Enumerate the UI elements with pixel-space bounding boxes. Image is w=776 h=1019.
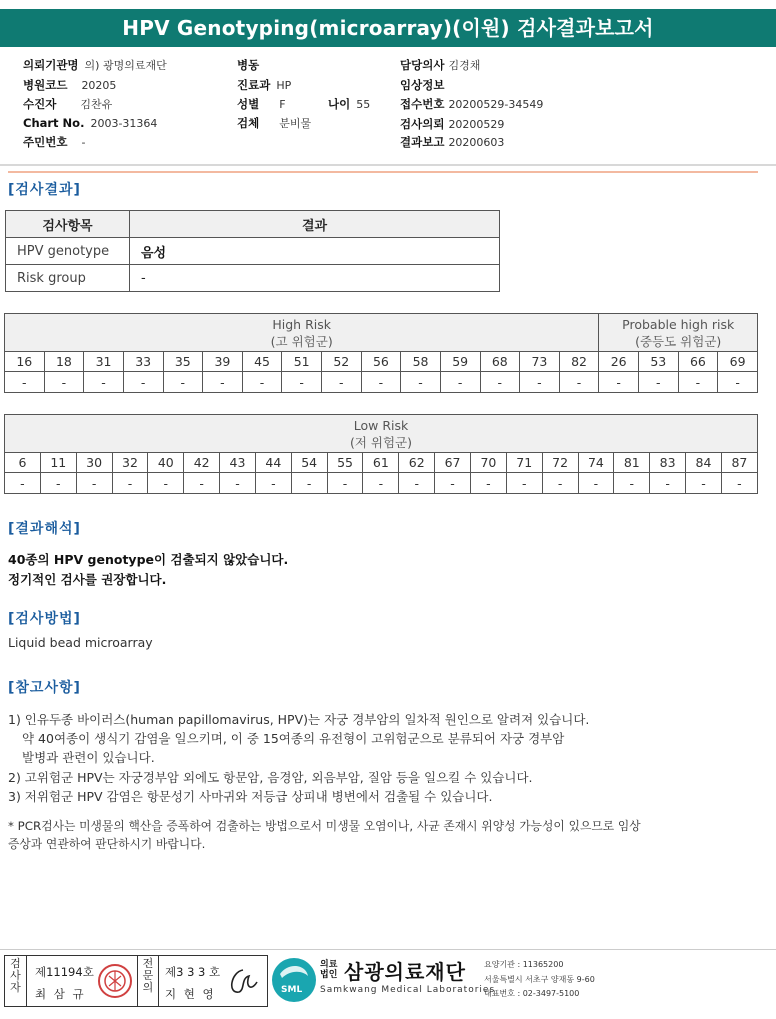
seal-icon bbox=[97, 962, 133, 1000]
hpv-type-cell: 74 bbox=[578, 453, 614, 473]
reference-line3: 발병과 관련이 있습니다. bbox=[22, 750, 155, 765]
hpv-type-cell: 6 bbox=[5, 453, 41, 473]
age-row: 나이 55 bbox=[328, 97, 371, 111]
table-row bbox=[6, 238, 500, 265]
requested-row: 검사의뢰 20200529 bbox=[400, 117, 505, 131]
hpv-type-cell: 35 bbox=[163, 352, 203, 372]
hpv-type-cell: 52 bbox=[322, 352, 362, 372]
hpv-type-cell: 39 bbox=[203, 352, 243, 372]
table-row bbox=[6, 265, 500, 292]
specimen-row: 검체 분비물 bbox=[237, 116, 312, 130]
org-prefix: 의료법인 bbox=[320, 960, 338, 980]
low-risk-title: Low Risk (저 위험군) bbox=[5, 415, 758, 453]
hpv-type-cell: 59 bbox=[440, 352, 480, 372]
chart-row: Chart No. 2003-31364 bbox=[23, 116, 158, 130]
hpv-result-cell: - bbox=[639, 372, 679, 393]
hpv-type-cell: 54 bbox=[291, 453, 327, 473]
hpv-result-cell: - bbox=[5, 372, 45, 393]
hpv-type-cell: 32 bbox=[112, 453, 148, 473]
low-risk-table bbox=[4, 414, 758, 494]
hpv-result-cell: - bbox=[163, 372, 203, 393]
section-title-result: [검사결과] bbox=[8, 182, 81, 198]
hpv-result-cell: - bbox=[614, 473, 650, 494]
low-risk-types-row bbox=[5, 453, 758, 473]
accession-row: 접수번호 20200529-34549 bbox=[400, 97, 544, 111]
hpv-result-cell: - bbox=[291, 473, 327, 494]
section-title-reference: [참고사항] bbox=[8, 680, 81, 696]
high-risk-results-row bbox=[5, 372, 758, 393]
hpv-type-cell: 31 bbox=[84, 352, 124, 372]
hpv-result-cell: - bbox=[718, 372, 758, 393]
hpv-result-cell: - bbox=[203, 372, 243, 393]
row-value: 음성 bbox=[130, 238, 500, 265]
reference-line4: 2) 고위험군 HPV는 자궁경부암 외에도 항문암, 음경암, 외음부암, 질암 등을 일으킬 수 있습니다. bbox=[8, 770, 533, 785]
divider bbox=[0, 164, 776, 166]
hpv-type-cell: 68 bbox=[480, 352, 520, 372]
hpv-result-cell: - bbox=[399, 473, 435, 494]
ward-row: 병동 bbox=[237, 58, 260, 72]
hpv-result-cell: - bbox=[123, 372, 163, 393]
header-result: 결과 bbox=[130, 211, 500, 238]
hpv-result-cell: - bbox=[220, 473, 256, 494]
hpv-result-cell: - bbox=[361, 372, 401, 393]
hpv-result-cell: - bbox=[44, 372, 84, 393]
hpv-type-cell: 71 bbox=[506, 453, 542, 473]
hpv-result-cell: - bbox=[327, 473, 363, 494]
hpv-result-cell: - bbox=[542, 473, 578, 494]
reference-line2: 약 40여종이 생식기 감염을 일으키며, 이 중 15여종의 유전형이 고위험군으로 분류되어 자궁 경부암 bbox=[22, 731, 565, 746]
reviewer-name: 지 현 영 bbox=[165, 987, 216, 1001]
hpv-type-cell: 82 bbox=[559, 352, 599, 372]
doctor-row: 담당의사 김경채 bbox=[400, 58, 481, 72]
low-risk-results-row bbox=[5, 473, 758, 494]
hpv-type-cell: 70 bbox=[470, 453, 506, 473]
hospital-code-row: 병원코드 20205 bbox=[23, 78, 117, 92]
logo-swirl-icon bbox=[272, 958, 316, 1002]
logo-icon: SML bbox=[272, 958, 316, 1002]
hpv-type-cell: 26 bbox=[599, 352, 639, 372]
reported-row: 결과보고 20200603 bbox=[400, 135, 505, 149]
header-item: 검사항목 bbox=[6, 211, 130, 238]
org-english: Samkwang Medical Laboratories bbox=[320, 985, 496, 995]
inspector-name: 최 삼 규 bbox=[35, 987, 86, 1001]
org-phone: 대표번호 : 02-3497-5100 bbox=[484, 989, 580, 998]
hpv-result-cell: - bbox=[184, 473, 220, 494]
hpv-type-cell: 43 bbox=[220, 453, 256, 473]
patient-row: 수진자 김찬유 bbox=[23, 97, 113, 111]
pcr-note-line1: * PCR검사는 미생물의 핵산을 증폭하여 검출하는 방법으로서 미생물 오염이나, 사균 존재시 위양성 가능성이 있으므로 임상 bbox=[8, 819, 641, 833]
hpv-type-cell: 18 bbox=[44, 352, 84, 372]
hpv-type-cell: 42 bbox=[184, 453, 220, 473]
hpv-result-cell: - bbox=[559, 372, 599, 393]
hpv-type-cell: 81 bbox=[614, 453, 650, 473]
row-label: HPV genotype bbox=[6, 238, 130, 265]
hpv-type-cell: 11 bbox=[40, 453, 76, 473]
hpv-result-cell: - bbox=[76, 473, 112, 494]
high-risk-title: High Risk (고 위험군) bbox=[5, 314, 599, 352]
hpv-type-cell: 33 bbox=[123, 352, 163, 372]
interpretation-line1: 40종의 HPV genotype이 검출되지 않았습니다. bbox=[8, 552, 289, 567]
hpv-type-cell: 72 bbox=[542, 453, 578, 473]
hpv-type-cell: 69 bbox=[718, 352, 758, 372]
low-risk-header bbox=[5, 415, 758, 453]
report-title: HPV Genotyping(microarray)(이원) 검사결과보고서 bbox=[0, 9, 776, 47]
hpv-type-cell: 58 bbox=[401, 352, 441, 372]
signature-box bbox=[4, 955, 268, 1007]
hpv-type-cell: 66 bbox=[678, 352, 718, 372]
hpv-result-cell: - bbox=[242, 372, 282, 393]
hpv-result-cell: - bbox=[470, 473, 506, 494]
hpv-type-cell: 16 bbox=[5, 352, 45, 372]
hpv-result-cell: - bbox=[112, 473, 148, 494]
hpv-result-cell: - bbox=[520, 372, 560, 393]
org-code: 요양기관 : 11365200 bbox=[484, 960, 564, 969]
org-name: 삼광의료재단 bbox=[344, 960, 466, 984]
hpv-result-cell: - bbox=[148, 473, 184, 494]
accent-divider bbox=[8, 171, 758, 173]
reviewer-license: 제3 3 3 호 bbox=[165, 965, 221, 979]
hpv-type-cell: 83 bbox=[650, 453, 686, 473]
hpv-result-cell: - bbox=[599, 372, 639, 393]
hpv-result-cell: - bbox=[435, 473, 471, 494]
hpv-result-cell: - bbox=[255, 473, 291, 494]
hpv-result-cell: - bbox=[363, 473, 399, 494]
hpv-result-cell: - bbox=[5, 473, 41, 494]
hpv-type-cell: 44 bbox=[255, 453, 291, 473]
hpv-result-cell: - bbox=[506, 473, 542, 494]
rrn-row: 주민번호 - bbox=[23, 135, 86, 149]
hpv-result-cell: - bbox=[401, 372, 441, 393]
reviewer-label: 전문의 bbox=[137, 956, 159, 1006]
hpv-type-cell: 62 bbox=[399, 453, 435, 473]
hpv-type-cell: 84 bbox=[686, 453, 722, 473]
hpv-type-cell: 55 bbox=[327, 453, 363, 473]
hpv-type-cell: 45 bbox=[242, 352, 282, 372]
inspector-label: 검사자 bbox=[5, 956, 27, 1006]
result-table-header bbox=[6, 211, 500, 238]
hpv-result-cell: - bbox=[84, 372, 124, 393]
hpv-result-cell: - bbox=[578, 473, 614, 494]
clinical-row: 임상정보 bbox=[400, 78, 445, 92]
hpv-result-cell: - bbox=[686, 473, 722, 494]
hpv-result-cell: - bbox=[40, 473, 76, 494]
pcr-note-line2: 증상과 연관하여 판단하시기 바랍니다. bbox=[8, 837, 206, 851]
hpv-type-cell: 61 bbox=[363, 453, 399, 473]
hpv-type-cell: 40 bbox=[148, 453, 184, 473]
reference-line5: 3) 저위험군 HPV 감염은 항문성기 사마귀와 저등급 상피내 병변에서 검출될 수 있습니다. bbox=[8, 789, 493, 804]
hpv-result-cell: - bbox=[282, 372, 322, 393]
hpv-result-cell: - bbox=[721, 473, 757, 494]
row-value: - bbox=[130, 265, 500, 292]
hpv-result-cell: - bbox=[322, 372, 362, 393]
section-title-method: [검사방법] bbox=[8, 611, 81, 627]
result-table bbox=[5, 210, 500, 292]
hpv-type-cell: 73 bbox=[520, 352, 560, 372]
patient-info bbox=[0, 55, 776, 155]
hpv-result-cell: - bbox=[678, 372, 718, 393]
hpv-type-cell: 51 bbox=[282, 352, 322, 372]
hpv-type-cell: 67 bbox=[435, 453, 471, 473]
hpv-result-cell: - bbox=[650, 473, 686, 494]
hpv-result-cell: - bbox=[440, 372, 480, 393]
high-risk-types-row bbox=[5, 352, 758, 372]
high-risk-table bbox=[4, 313, 758, 393]
sex-row: 성별 F bbox=[237, 97, 286, 111]
hpv-type-cell: 30 bbox=[76, 453, 112, 473]
hpv-type-cell: 53 bbox=[639, 352, 679, 372]
high-risk-header bbox=[5, 314, 758, 352]
client-row: 의뢰기관명 의) 광명의료재단 bbox=[23, 58, 167, 72]
row-label: Risk group bbox=[6, 265, 130, 292]
hpv-type-cell: 56 bbox=[361, 352, 401, 372]
dept-row: 진료과 HP bbox=[237, 78, 292, 92]
hpv-result-cell: - bbox=[480, 372, 520, 393]
interpretation-line2: 정기적인 검사를 권장합니다. bbox=[8, 572, 167, 587]
reference-line1: 1) 인유두종 바이러스(human papillomavirus, HPV)는 자궁 경부암의 일차적 원인으로 알려져 있습니다. bbox=[8, 712, 590, 727]
signature-icon bbox=[223, 964, 263, 1000]
footer-divider bbox=[0, 949, 776, 950]
org-address: 서울특별시 서초구 양재동 9-60 bbox=[484, 975, 595, 984]
hpv-type-cell: 87 bbox=[721, 453, 757, 473]
probable-risk-title: Probable high risk (중등도 위험군) bbox=[599, 314, 758, 352]
section-title-interpretation: [결과해석] bbox=[8, 521, 81, 537]
inspector-license: 제11194호 bbox=[35, 965, 94, 979]
method-text: Liquid bead microarray bbox=[8, 635, 153, 650]
